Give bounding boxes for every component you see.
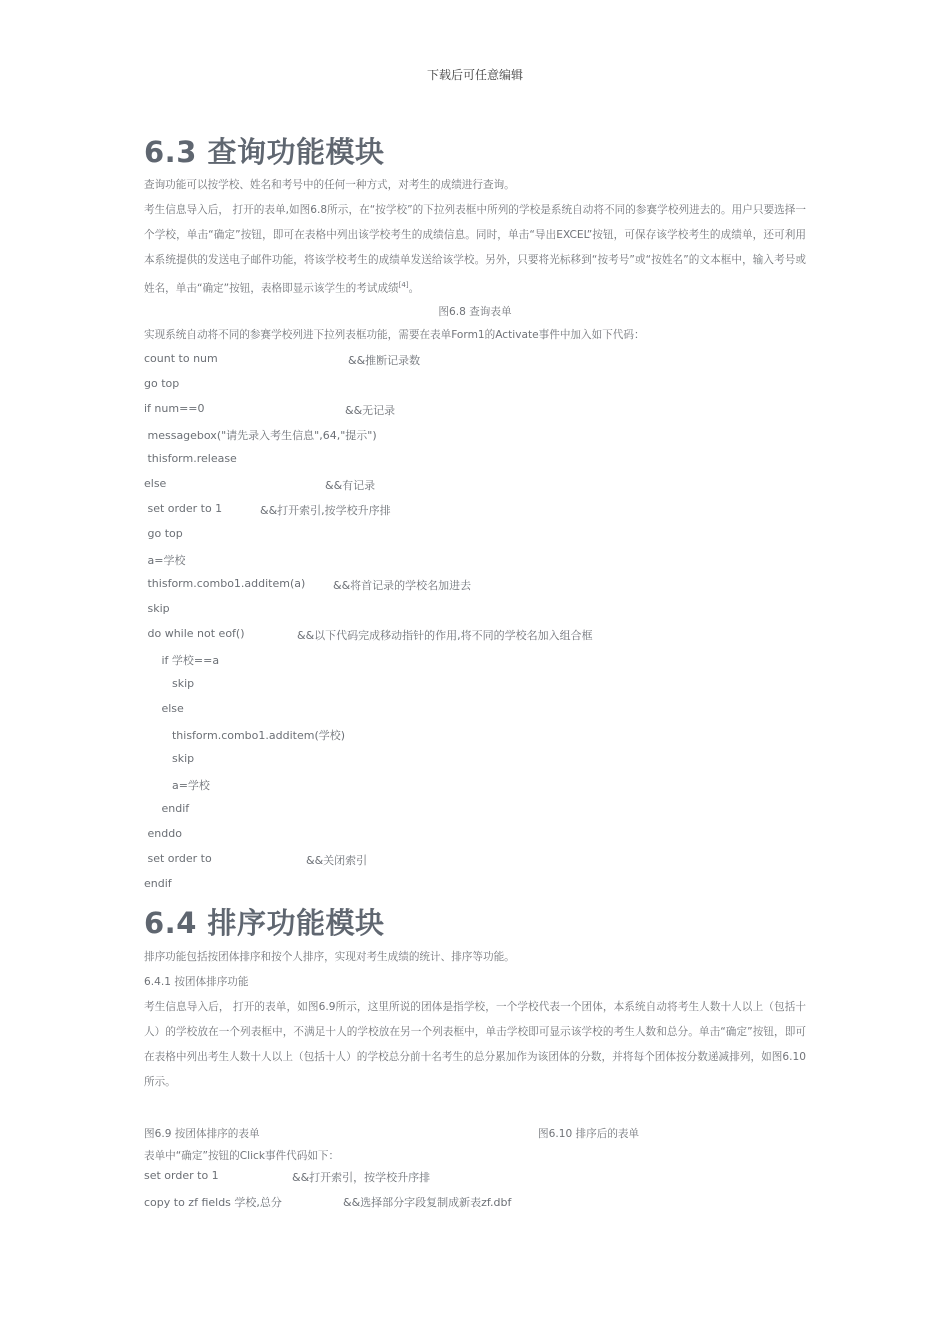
section-title-6-4: 6.4 排序功能模块 [144, 906, 385, 940]
code-line: endif [144, 877, 172, 890]
code-line: a=学校 [144, 554, 186, 567]
code-line: a=学校 [144, 779, 210, 792]
figure-caption-6-9: 图6.9 按团体排序的表单 [144, 1128, 260, 1140]
code-comment: &&有记录 [325, 479, 376, 492]
section-6-3-code-intro: 实现系统自动将不同的参赛学校列进下拉列表框功能，需要在表单Form1的Activate事件中加入如下代码： [144, 329, 645, 341]
code-line: thisform.combo1.additem(a) [144, 577, 306, 590]
section-title-6-3: 6.3 查询功能模块 [144, 135, 385, 169]
code-line: copy to zf fields 学校,总分 [144, 1196, 282, 1209]
citation-ref: [4] [398, 281, 409, 289]
code-line: else [144, 477, 167, 490]
code-line: if num==0 [144, 402, 205, 415]
code-comment: &&无记录 [345, 404, 396, 417]
code-line: skip [144, 677, 195, 690]
code-line: go top [144, 377, 180, 390]
code-line: set order to [144, 852, 212, 865]
code-line: thisform.release [144, 452, 237, 465]
section-6-3-intro: 查询功能可以按学校、姓名和考号中的任何一种方式，对考生的成绩进行查询。 [144, 179, 515, 191]
page-header: 下载后可任意编辑 [426, 68, 523, 82]
section-6-3-paragraph [144, 198, 806, 302]
code-line: messagebox("请先录入考生信息",64,"提示") [144, 429, 377, 442]
section-6-4-code-intro: 表单中“确定”按钮的Click事件代码如下： [144, 1150, 340, 1162]
code-line: skip [144, 752, 195, 765]
code-line: go top [144, 527, 183, 540]
subsection-title-6-4-1: 6.4.1 按团体排序功能 [144, 976, 249, 988]
code-comment: &&将首记录的学校名加进去 [333, 579, 472, 592]
figure-caption-6-10: 图6.10 排序后的表单 [538, 1128, 640, 1140]
code-line: enddo [144, 827, 182, 840]
section-6-4-1-paragraph: 考生信息导入后， 打开的表单，如图6.9所示，这里所说的团体是指学校，一个学校代表一个团体，本系统自动将考生人数十人以上（包括十人）的学校放在一个列表框中，不满足十人的学校放在另一个列表框中，单击学校即可显示该学校的考生人数和总分。单击“确定”按钮，即可在表格中列出考生人数十人以上（包括十人）的学校总分前十名考生的总分累加作为该团体的分数，并将每个团体按分数递减排列，如图6.10所示。 [144, 1001, 806, 1088]
code-line: skip [144, 602, 170, 615]
code-line: endif [144, 802, 190, 815]
code-comment: &&打开索引，按学校升序排 [292, 1171, 431, 1184]
code-comment: &&关闭索引 [306, 854, 368, 867]
code-comment: &&选择部分字段复制成新表zf.dbf [343, 1196, 512, 1209]
code-comment: &&以下代码完成移动指针的作用,将不同的学校名加入组合框 [297, 629, 593, 642]
code-line: else [144, 702, 184, 715]
paragraph-text: 考生信息导入后， 打开的表单,如图6.8所示，在“按学校”的下拉列表框中所列的学校是系统自动将不同的参赛学校列进去的。用户只要选择一个学校，单击“确定”按钮，即可在表格中列出该学校考生的成绩信息。同时，单击“导出EXCEL”按钮，可保存该学校考生的成绩单，还可利用本系统提供的发送电子邮件功能，将该学校考生的成绩单发送给该学校。另外，只要将光标移到“按考号”或“按姓名”的文本框中，输入考号或姓名，单击“确定”按钮，表格即显示该学生的考试成绩 [144, 204, 806, 295]
code-line: do while not eof() [144, 627, 245, 640]
figure-caption-6-8: 图6.8 查询表单 [438, 306, 512, 318]
code-line: set order to 1 [144, 1169, 219, 1182]
code-line: count to num [144, 352, 218, 365]
code-line: thisform.combo1.additem(学校) [144, 729, 346, 742]
code-line: if 学校==a [144, 654, 220, 667]
code-comment: &&打开索引,按学校升序排 [260, 504, 391, 517]
paragraph-end: 。 [408, 282, 420, 295]
section-6-4-intro: 排序功能包括按团体排序和按个人排序，实现对考生成绩的统计、排序等功能。 [144, 951, 515, 963]
code-line: set order to 1 [144, 502, 223, 515]
code-comment: &&推断记录数 [348, 354, 421, 367]
